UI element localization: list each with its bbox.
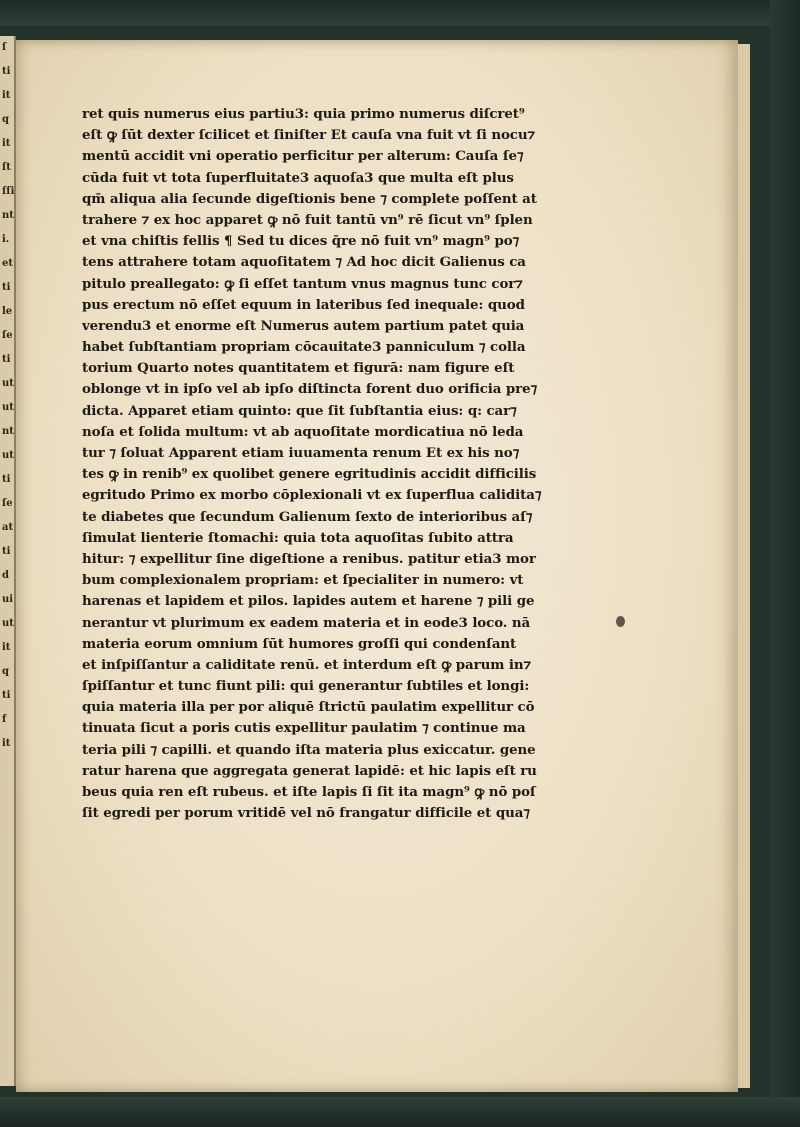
text-line: tens attrahere totam aquoſitatem ⁊ Ad hoc dicit Galienus ca <box>82 254 526 271</box>
text-line: cūda fuit vt tota ſuperfluitate3 aquoſa3 que multa eſt plus <box>82 169 514 186</box>
text-line: ſpiſſantur et tunc fiunt pili: qui generantur ſubtiles et longi: <box>82 678 530 695</box>
text-line: harenas et lapidem et pilos. lapides autem et harene ⁊ pili ge <box>82 593 535 610</box>
text-line: verendu3 et enorme eſt Numerus autem partium patet quia <box>82 317 525 334</box>
text-line: beus quia ren eſt rubeus. et iſte lapis ſi ſit ita magn⁹ ꝙ nō poſ <box>82 784 536 800</box>
text-line: teria pili ⁊ capilli. et quando iſta materia plus exiccatur. gene <box>82 741 536 758</box>
text-line: oblonge vt in ipſo vel ab ipſo diſtincta forent duo orificia pre⁊ <box>82 381 538 398</box>
previous-page-text-fragment: ſt <box>2 162 11 173</box>
text-line: trahere ⁊ ex hoc apparet ꝙ nō fuit tantū vn⁹ rē ſicut vn⁹ ſplen <box>82 211 533 228</box>
previous-page-text-fragment: at <box>2 522 14 533</box>
previous-page-text-fragment: it <box>2 738 11 749</box>
previous-page-text-fragment: et <box>2 258 13 269</box>
text-line: et vna chiſtis fellis ¶ Sed tu dices q̄re nō fuit vn⁹ magn⁹ po⁊ <box>82 233 520 250</box>
book-cover-right <box>770 0 800 1127</box>
text-line: et inſpiſſantur a caliditate renū. et interdum eſt ꝙ parum in⁊ <box>82 656 532 673</box>
previous-page-text-fragment: ſe <box>2 498 13 509</box>
text-line: pitulo preallegato: ꝙ ſi eſſet tantum vnus magnus tunc cor⁊ <box>82 275 523 292</box>
text-line: ret quis numerus eius partiu3: quia primo numerus diſcret⁹ <box>82 106 525 122</box>
text-line: eſt ꝙ ſūt dexter ſcilicet et ſiniſter Et cauſa vna fuit vt ſi nocu⁊ <box>82 127 536 144</box>
text-line: mentū accidit vni operatio perficitur per alterum: Cauſa ſe⁊ <box>82 148 524 165</box>
page-stack-edge <box>738 44 750 1088</box>
previous-page-text-fragment: nt <box>2 426 14 437</box>
text-line: egritudo Primo ex morbo cōplexionali vt ex ſuperflua calidita⁊ <box>82 487 542 504</box>
text-line: materia eorum omnium ſūt humores groſſi qui condenſant <box>82 635 517 652</box>
previous-page-text-fragment: i. <box>2 234 10 245</box>
previous-page-text-fragment: ut <box>2 450 14 461</box>
previous-page-text-fragment: ut <box>2 378 14 389</box>
text-line: ſit egredi per porum vritidē vel nō frangatur difficile et qua⁊ <box>82 805 530 822</box>
book-cover-top <box>0 0 800 26</box>
previous-page-text-fragment: ſ <box>2 42 7 53</box>
previous-page-text-fragment: le <box>2 306 13 317</box>
text-line: torium Quarto notes quantitatem et figurā: nam figure eſt <box>82 360 515 377</box>
text-line: tinuata ſicut a poris cutis expellitur paulatim ⁊ continue ma <box>82 720 526 737</box>
text-line: habet ſubſtantiam propriam cōcauitate3 panniculum ⁊ colla <box>82 339 526 356</box>
previous-page-text-fragment: ſe <box>2 330 13 341</box>
previous-page-text-fragment: ti <box>2 66 11 77</box>
previous-page-text-fragment: it <box>2 642 11 653</box>
text-line: qm̄ aliqua alia ſecunde digeſtionis bene ⁊ complete poſſent at <box>82 190 537 207</box>
text-line: bum complexionalem propriam: et ſpecialiter in numero: vt <box>82 572 524 589</box>
text-line: ratur harena que aggregata generat lapidē: et hic lapis eſt ru <box>82 762 537 779</box>
previous-page-text-fragment: ut <box>2 402 14 413</box>
previous-page-text-fragment: it <box>2 90 11 101</box>
previous-page-text-fragment: d <box>2 570 9 581</box>
text-line: noſa et ſolida multum: vt ab aquoſitate mordicatiua nō leda <box>82 423 524 440</box>
text-line: tur ⁊ ſoluat Apparent etiam iuuamenta renum Et ex his no⁊ <box>82 445 520 461</box>
previous-page-text-fragment: ti <box>2 546 11 557</box>
text-line: tes ꝙ in renib⁹ ex quolibet genere egritudinis accidit difficilis <box>82 466 537 483</box>
text-line: dicta. Apparet etiam quinto: que ſit ſubſtantia eius: q: car⁊ <box>82 402 517 419</box>
previous-page-text-fragment: f <box>2 714 7 725</box>
previous-page-text-fragment: ti <box>2 354 11 365</box>
previous-page-text-fragment: q <box>2 114 9 125</box>
previous-page-text-fragment: ſſi <box>2 186 15 197</box>
incunable-text-block <box>82 104 578 824</box>
previous-page-text-fragment: ui <box>2 594 14 605</box>
text-line: te diabetes que ſecundum Galienum ſexto de interioribus aſ⁊ <box>82 508 533 525</box>
previous-page-text-fragment: ti <box>2 474 11 485</box>
previous-page-text-fragment: q <box>2 666 9 677</box>
previous-page-text-fragment: nt <box>2 210 14 221</box>
text-line: hitur: ⁊ expellitur ſine digeſtione a renibus. patitur etia3 mor <box>82 550 536 567</box>
ink-stain <box>616 616 625 627</box>
text-line: ſimulat lienterie ſtomachi: quia tota aquoſitas ſubito attra <box>82 529 514 546</box>
previous-page-text-fragment: ti <box>2 282 11 293</box>
previous-page-edge <box>0 36 16 1086</box>
previous-page-text-fragment: ti <box>2 690 11 701</box>
book-cover-bottom <box>0 1097 800 1127</box>
text-line: quia materia illa per por aliquē ſtrictū paulatim expellitur cō <box>82 699 535 716</box>
text-line: pus erectum nō eſſet equum in lateribus ſed inequale: quod <box>82 296 525 313</box>
text-line: nerantur vt plurimum ex eadem materia et in eode3 loco. nā <box>82 614 531 631</box>
previous-page-text-fragment: ut <box>2 618 14 629</box>
previous-page-text-fragment: it <box>2 138 11 149</box>
